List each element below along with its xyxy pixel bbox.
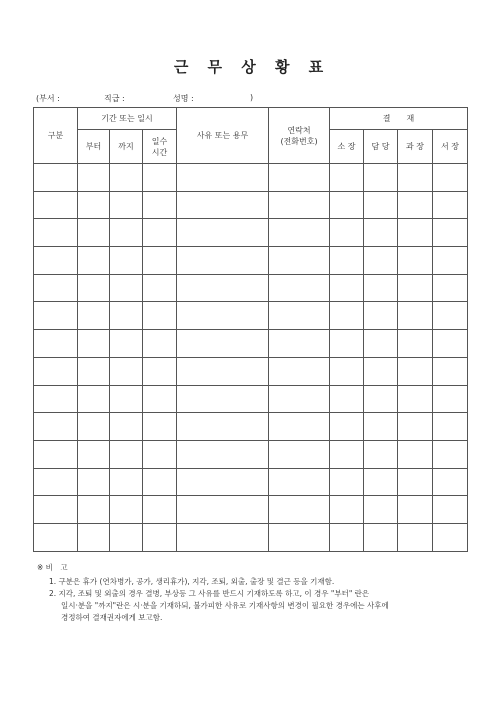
empty-cell	[34, 247, 78, 275]
empty-cell	[269, 385, 330, 413]
table-row	[34, 191, 468, 219]
empty-cell	[269, 523, 330, 551]
empty-cell	[177, 274, 269, 302]
empty-cell	[398, 274, 433, 302]
remarks-heading: ※ 비 고	[37, 563, 68, 572]
empty-cell	[177, 413, 269, 441]
empty-cell	[78, 385, 110, 413]
empty-cell	[34, 164, 78, 192]
empty-cell	[143, 219, 177, 247]
empty-cell	[143, 164, 177, 192]
empty-cell	[330, 440, 364, 468]
empty-cell	[143, 274, 177, 302]
empty-cell	[433, 191, 468, 219]
empty-cell	[364, 164, 398, 192]
table-row	[34, 164, 468, 192]
empty-cell	[398, 357, 433, 385]
category-header: 구분	[34, 108, 78, 164]
empty-cell	[269, 164, 330, 192]
empty-cell	[177, 357, 269, 385]
approver-section-chief: 과 장	[398, 130, 433, 164]
empty-cell	[330, 302, 364, 330]
empty-cell	[330, 496, 364, 524]
empty-cell	[110, 413, 143, 441]
empty-cell	[110, 330, 143, 358]
empty-cell	[398, 413, 433, 441]
empty-cell	[364, 330, 398, 358]
empty-cell	[143, 440, 177, 468]
empty-cell	[143, 496, 177, 524]
table-row	[34, 468, 468, 496]
empty-cell	[269, 274, 330, 302]
empty-cell	[78, 496, 110, 524]
empty-cell	[433, 219, 468, 247]
empty-cell	[330, 357, 364, 385]
empty-cell	[398, 247, 433, 275]
empty-cell	[143, 357, 177, 385]
empty-cell	[330, 247, 364, 275]
info-close-paren: )	[250, 93, 254, 102]
empty-cell	[110, 468, 143, 496]
empty-cell	[177, 468, 269, 496]
attendance-table	[33, 107, 468, 552]
empty-cell	[143, 247, 177, 275]
empty-cell	[433, 523, 468, 551]
empty-cell	[34, 302, 78, 330]
empty-cell	[34, 330, 78, 358]
remarks-section	[37, 562, 477, 624]
remark-item-2-continued: 경정하여 결재권자에게 보고함.	[61, 613, 163, 622]
empty-cell	[34, 523, 78, 551]
empty-cell	[364, 496, 398, 524]
empty-cell	[398, 385, 433, 413]
empty-cell	[330, 468, 364, 496]
contact-header-line1: 연락처	[287, 125, 311, 135]
table-row	[34, 440, 468, 468]
empty-cell	[364, 413, 398, 441]
empty-cell	[78, 302, 110, 330]
department-label: (부서 :	[36, 94, 60, 103]
empty-cell	[177, 330, 269, 358]
empty-cell	[177, 302, 269, 330]
period-header: 기간 또는 일시	[78, 108, 177, 130]
empty-cell	[398, 468, 433, 496]
empty-cell	[78, 274, 110, 302]
empty-cell	[177, 440, 269, 468]
empty-cell	[433, 468, 468, 496]
empty-cell	[78, 523, 110, 551]
empty-cell	[398, 164, 433, 192]
empty-cell	[364, 523, 398, 551]
empty-cell	[34, 274, 78, 302]
header-info-line	[36, 93, 476, 105]
table-row	[34, 413, 468, 441]
empty-cell	[269, 468, 330, 496]
empty-cell	[433, 413, 468, 441]
empty-cell	[330, 274, 364, 302]
empty-cell	[398, 191, 433, 219]
empty-cell	[269, 219, 330, 247]
empty-cell	[143, 191, 177, 219]
empty-cell	[269, 357, 330, 385]
approver-director: 소 장	[330, 130, 364, 164]
empty-cell	[34, 191, 78, 219]
empty-cell	[78, 247, 110, 275]
empty-cell	[433, 164, 468, 192]
empty-cell	[110, 219, 143, 247]
days-header-line2: 시간	[151, 147, 168, 157]
empty-cell	[177, 164, 269, 192]
empty-cell	[34, 357, 78, 385]
empty-cell	[78, 164, 110, 192]
empty-cell	[177, 219, 269, 247]
remark-item-1: 1. 구분은 휴가 (연차병가, 공가, 생리휴가), 지각, 조퇴, 외출, 출장 및 결근 등을 기재함.	[49, 577, 335, 586]
empty-cell	[330, 191, 364, 219]
empty-cell	[398, 219, 433, 247]
empty-cell	[269, 440, 330, 468]
empty-cell	[398, 302, 433, 330]
table-row	[34, 357, 468, 385]
empty-cell	[110, 440, 143, 468]
table-row	[34, 385, 468, 413]
empty-cell	[433, 302, 468, 330]
empty-cell	[110, 385, 143, 413]
empty-cell	[330, 523, 364, 551]
empty-cell	[269, 302, 330, 330]
days-header-line1: 일수	[151, 136, 168, 146]
empty-cell	[330, 219, 364, 247]
empty-cell	[177, 523, 269, 551]
empty-cell	[269, 191, 330, 219]
document-title: 근 무 상 황 표	[173, 58, 331, 76]
empty-cell	[110, 164, 143, 192]
empty-cell	[269, 247, 330, 275]
rank-label: 직급 :	[104, 94, 125, 103]
table-row	[34, 496, 468, 524]
empty-cell	[177, 385, 269, 413]
empty-cell	[269, 496, 330, 524]
empty-cell	[143, 302, 177, 330]
empty-cell	[143, 330, 177, 358]
empty-cell	[78, 413, 110, 441]
table-row	[34, 274, 468, 302]
empty-cell	[398, 496, 433, 524]
empty-cell	[143, 413, 177, 441]
empty-cell	[34, 440, 78, 468]
table-row	[34, 219, 468, 247]
empty-cell	[110, 247, 143, 275]
empty-cell	[34, 496, 78, 524]
table-row	[34, 523, 468, 551]
contact-header	[269, 108, 330, 164]
empty-cell	[34, 219, 78, 247]
days-header	[143, 130, 177, 164]
empty-cell	[364, 440, 398, 468]
empty-cell	[364, 357, 398, 385]
table-row	[34, 302, 468, 330]
empty-cell	[433, 330, 468, 358]
empty-cell	[364, 191, 398, 219]
empty-cell	[269, 330, 330, 358]
approval-header: 결 재	[330, 108, 468, 130]
empty-cell	[433, 357, 468, 385]
empty-cell	[177, 496, 269, 524]
approver-station-chief: 서 장	[433, 130, 468, 164]
empty-cell	[78, 219, 110, 247]
empty-cell	[364, 468, 398, 496]
table-row	[34, 330, 468, 358]
table-row	[34, 247, 468, 275]
empty-cell	[398, 523, 433, 551]
empty-cell	[330, 164, 364, 192]
from-header: 부터	[78, 130, 110, 164]
empty-cell	[433, 496, 468, 524]
empty-cell	[78, 330, 110, 358]
empty-cell	[110, 274, 143, 302]
empty-cell	[143, 468, 177, 496]
empty-cell	[364, 219, 398, 247]
empty-cell	[110, 191, 143, 219]
empty-cell	[110, 496, 143, 524]
empty-cell	[78, 468, 110, 496]
empty-cell	[433, 247, 468, 275]
empty-cell	[143, 385, 177, 413]
remark-item-2: 2. 지각, 조퇴 및 외출의 경우 결병, 부상등 그 사유를 반드시 기재하도록 하고, 이 경우 "부터" 란은	[49, 589, 370, 598]
empty-cell	[110, 302, 143, 330]
empty-cell	[364, 385, 398, 413]
empty-cell	[433, 385, 468, 413]
empty-cell	[330, 385, 364, 413]
empty-cell	[364, 247, 398, 275]
contact-header-line2: (전화번호)	[280, 136, 318, 146]
empty-cell	[398, 440, 433, 468]
empty-cell	[433, 274, 468, 302]
empty-cell	[177, 191, 269, 219]
empty-cell	[269, 413, 330, 441]
name-label: 성명 :	[173, 94, 194, 103]
empty-cell	[110, 523, 143, 551]
empty-cell	[34, 385, 78, 413]
empty-cell	[330, 413, 364, 441]
empty-cell	[110, 357, 143, 385]
empty-cell	[34, 413, 78, 441]
to-header: 까지	[110, 130, 143, 164]
remark-item-2-continued: 일시·분을 "까지"란은 시·분을 기재하되, 불가피한 사유로 기재사항의 변경이 필요한 경우에는 사후에	[61, 601, 389, 610]
empty-cell	[34, 468, 78, 496]
approver-staff: 담 당	[364, 130, 398, 164]
empty-cell	[364, 302, 398, 330]
empty-cell	[398, 330, 433, 358]
empty-cell	[364, 274, 398, 302]
empty-cell	[177, 247, 269, 275]
reason-header: 사유 또는 용무	[177, 108, 269, 164]
empty-cell	[330, 330, 364, 358]
empty-cell	[433, 440, 468, 468]
empty-cell	[78, 440, 110, 468]
empty-cell	[143, 523, 177, 551]
empty-cell	[78, 191, 110, 219]
empty-cell	[78, 357, 110, 385]
